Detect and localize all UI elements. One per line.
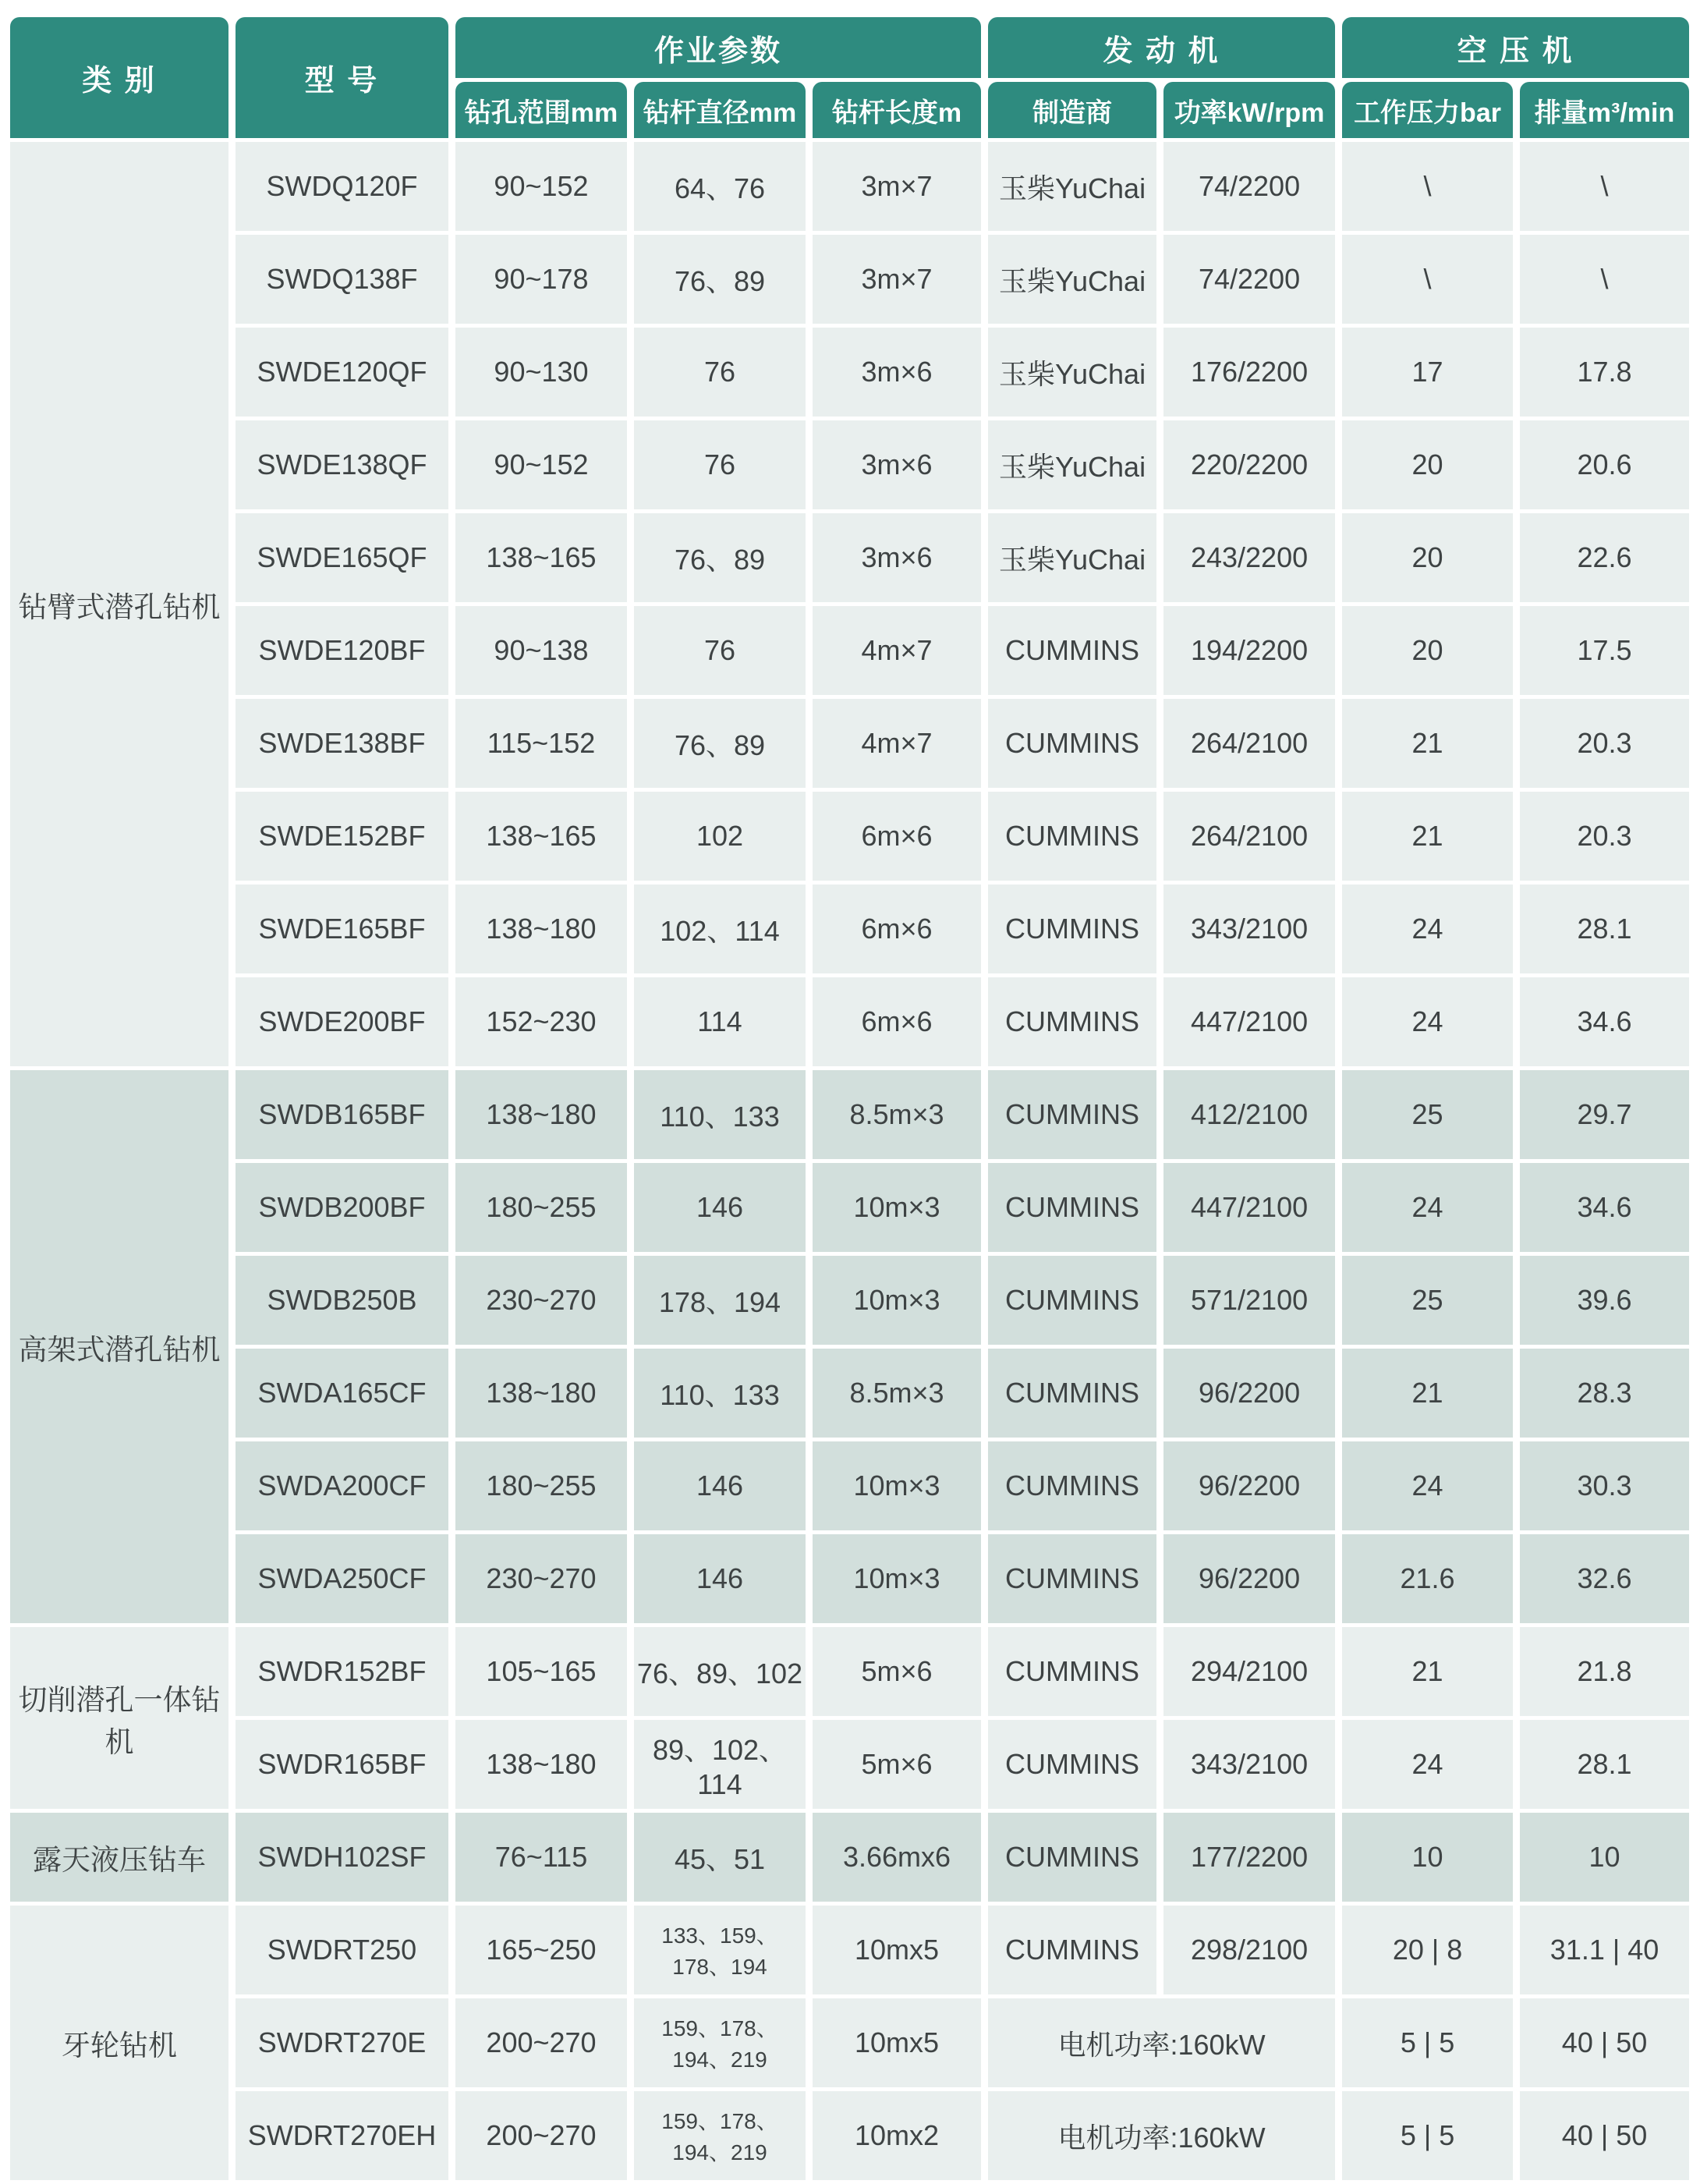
header-pressure: 工作压力bar bbox=[1342, 82, 1513, 138]
cell-power: 220/2200 bbox=[1163, 420, 1335, 509]
cell-pressure: 20 bbox=[1342, 420, 1513, 509]
cell-model: SWDA250CF bbox=[236, 1534, 448, 1623]
cell-range: 90~130 bbox=[455, 328, 627, 417]
cell-length: 10mx2 bbox=[813, 2091, 981, 2180]
cell-power: 243/2200 bbox=[1163, 513, 1335, 602]
cell-length: 10mx5 bbox=[813, 1906, 981, 1994]
cell-model: SWDA200CF bbox=[236, 1441, 448, 1530]
header-pipe-length: 钻杆长度m bbox=[813, 82, 981, 138]
spec-table bbox=[3, 13, 1696, 2184]
cell-diameter: 89、102、114 bbox=[634, 1720, 806, 1809]
cell-displacement: 39.6 bbox=[1520, 1256, 1689, 1345]
table-row bbox=[10, 1813, 1689, 1902]
cell-model: SWDRT270EH bbox=[236, 2091, 448, 2180]
table-row bbox=[10, 1256, 1689, 1345]
cell-power: 96/2200 bbox=[1163, 1534, 1335, 1623]
cell-manufacturer: 玉柴YuChai bbox=[988, 142, 1156, 231]
cell-length: 8.5m×3 bbox=[813, 1349, 981, 1438]
cell-power: 447/2100 bbox=[1163, 1163, 1335, 1252]
cell-engine-merged: 电机功率:160kW bbox=[988, 1998, 1335, 2087]
cell-manufacturer: 玉柴YuChai bbox=[988, 235, 1156, 324]
cell-manufacturer: CUMMINS bbox=[988, 1906, 1156, 1994]
cell-range: 138~180 bbox=[455, 1070, 627, 1159]
cell-length: 3m×6 bbox=[813, 420, 981, 509]
cell-diameter: 159、178、194、219 bbox=[634, 2091, 806, 2180]
cell-displacement: 20.3 bbox=[1520, 699, 1689, 788]
cell-diameter: 64、76 bbox=[634, 142, 806, 231]
cell-manufacturer: CUMMINS bbox=[988, 885, 1156, 973]
header-category: 类 别 bbox=[10, 17, 228, 138]
cell-power: 264/2100 bbox=[1163, 699, 1335, 788]
cell-power: 343/2100 bbox=[1163, 885, 1335, 973]
cell-pressure: 24 bbox=[1342, 1720, 1513, 1809]
cell-diameter: 110、133 bbox=[634, 1070, 806, 1159]
cell-displacement: 10 bbox=[1520, 1813, 1689, 1902]
cell-pressure: 24 bbox=[1342, 885, 1513, 973]
cell-pressure: 20 bbox=[1342, 513, 1513, 602]
category-cell: 露天液压钻车 bbox=[10, 1813, 228, 1902]
header-power: 功率kW/rpm bbox=[1163, 82, 1335, 138]
cell-diameter: 114 bbox=[634, 977, 806, 1066]
cell-model: SWDR165BF bbox=[236, 1720, 448, 1809]
table-row bbox=[10, 1998, 1689, 2087]
cell-diameter: 76 bbox=[634, 420, 806, 509]
cell-model: SWDRT250 bbox=[236, 1906, 448, 1994]
cell-diameter: 146 bbox=[634, 1441, 806, 1530]
table-row bbox=[10, 1070, 1689, 1159]
category-cell: 钻臂式潜孔钻机 bbox=[10, 142, 228, 1066]
cell-range: 90~152 bbox=[455, 142, 627, 231]
cell-manufacturer: CUMMINS bbox=[988, 699, 1156, 788]
cell-power: 447/2100 bbox=[1163, 977, 1335, 1066]
header-group-compressor: 空 压 机 bbox=[1342, 17, 1689, 78]
cell-range: 180~255 bbox=[455, 1441, 627, 1530]
cell-diameter: 133、159、178、194 bbox=[634, 1906, 806, 1994]
cell-manufacturer: CUMMINS bbox=[988, 606, 1156, 695]
cell-model: SWDQ138F bbox=[236, 235, 448, 324]
cell-power: 298/2100 bbox=[1163, 1906, 1335, 1994]
table-row bbox=[10, 1441, 1689, 1530]
cell-range: 200~270 bbox=[455, 1998, 627, 2087]
cell-pressure: 17 bbox=[1342, 328, 1513, 417]
cell-manufacturer: CUMMINS bbox=[988, 1070, 1156, 1159]
cell-pressure: 25 bbox=[1342, 1070, 1513, 1159]
cell-displacement: 17.5 bbox=[1520, 606, 1689, 695]
cell-range: 152~230 bbox=[455, 977, 627, 1066]
table-row bbox=[10, 792, 1689, 881]
cell-displacement: 20.3 bbox=[1520, 792, 1689, 881]
cell-diameter: 76、89、102 bbox=[634, 1627, 806, 1716]
cell-model: SWDE138QF bbox=[236, 420, 448, 509]
cell-pressure: 21.6 bbox=[1342, 1534, 1513, 1623]
category-cell: 切削潜孔一体钻机 bbox=[10, 1627, 228, 1809]
cell-power: 294/2100 bbox=[1163, 1627, 1335, 1716]
table-row bbox=[10, 1906, 1689, 1994]
cell-displacement: 21.8 bbox=[1520, 1627, 1689, 1716]
cell-range: 230~270 bbox=[455, 1256, 627, 1345]
cell-range: 138~180 bbox=[455, 885, 627, 973]
cell-length: 6m×6 bbox=[813, 885, 981, 973]
cell-model: SWDB250B bbox=[236, 1256, 448, 1345]
cell-displacement: 28.1 bbox=[1520, 885, 1689, 973]
cell-model: SWDB200BF bbox=[236, 1163, 448, 1252]
cell-manufacturer: CUMMINS bbox=[988, 1813, 1156, 1902]
cell-range: 138~165 bbox=[455, 513, 627, 602]
cell-pressure: \ bbox=[1342, 235, 1513, 324]
cell-displacement: 22.6 bbox=[1520, 513, 1689, 602]
cell-range: 138~180 bbox=[455, 1349, 627, 1438]
cell-length: 5m×6 bbox=[813, 1720, 981, 1809]
cell-manufacturer: CUMMINS bbox=[988, 1627, 1156, 1716]
cell-displacement: 28.3 bbox=[1520, 1349, 1689, 1438]
cell-displacement: 40 | 50 bbox=[1520, 1998, 1689, 2087]
table-row bbox=[10, 1163, 1689, 1252]
cell-displacement: 29.7 bbox=[1520, 1070, 1689, 1159]
cell-diameter: 76 bbox=[634, 606, 806, 695]
cell-displacement: 28.1 bbox=[1520, 1720, 1689, 1809]
cell-model: SWDA165CF bbox=[236, 1349, 448, 1438]
cell-manufacturer: CUMMINS bbox=[988, 1720, 1156, 1809]
cell-displacement: 34.6 bbox=[1520, 977, 1689, 1066]
cell-length: 3m×6 bbox=[813, 513, 981, 602]
cell-displacement: 31.1 | 40 bbox=[1520, 1906, 1689, 1994]
table-row bbox=[10, 977, 1689, 1066]
cell-length: 10mx5 bbox=[813, 1998, 981, 2087]
table-row bbox=[10, 1349, 1689, 1438]
cell-engine-merged: 电机功率:160kW bbox=[988, 2091, 1335, 2180]
cell-diameter: 110、133 bbox=[634, 1349, 806, 1438]
cell-power: 571/2100 bbox=[1163, 1256, 1335, 1345]
cell-model: SWDQ120F bbox=[236, 142, 448, 231]
table-row bbox=[10, 2091, 1689, 2180]
cell-model: SWDE165BF bbox=[236, 885, 448, 973]
cell-pressure: 24 bbox=[1342, 1163, 1513, 1252]
cell-pressure: \ bbox=[1342, 142, 1513, 231]
cell-pressure: 10 bbox=[1342, 1813, 1513, 1902]
cell-manufacturer: 玉柴YuChai bbox=[988, 328, 1156, 417]
cell-displacement: 40 | 50 bbox=[1520, 2091, 1689, 2180]
cell-diameter: 102、114 bbox=[634, 885, 806, 973]
cell-model: SWDE152BF bbox=[236, 792, 448, 881]
cell-range: 138~180 bbox=[455, 1720, 627, 1809]
cell-pressure: 20 | 8 bbox=[1342, 1906, 1513, 1994]
cell-pressure: 21 bbox=[1342, 1627, 1513, 1716]
cell-diameter: 146 bbox=[634, 1163, 806, 1252]
cell-length: 6m×6 bbox=[813, 792, 981, 881]
cell-range: 165~250 bbox=[455, 1906, 627, 1994]
header-displacement: 排量m³/min bbox=[1520, 82, 1689, 138]
table-row bbox=[10, 1627, 1689, 1716]
category-cell: 高架式潜孔钻机 bbox=[10, 1070, 228, 1623]
cell-length: 3m×7 bbox=[813, 235, 981, 324]
table-row bbox=[10, 699, 1689, 788]
cell-manufacturer: CUMMINS bbox=[988, 1441, 1156, 1530]
cell-length: 5m×6 bbox=[813, 1627, 981, 1716]
cell-range: 115~152 bbox=[455, 699, 627, 788]
cell-length: 3m×6 bbox=[813, 328, 981, 417]
table-row bbox=[10, 1720, 1689, 1809]
cell-power: 96/2200 bbox=[1163, 1441, 1335, 1530]
cell-model: SWDB165BF bbox=[236, 1070, 448, 1159]
cell-length: 3m×7 bbox=[813, 142, 981, 231]
cell-model: SWDE120QF bbox=[236, 328, 448, 417]
cell-manufacturer: CUMMINS bbox=[988, 792, 1156, 881]
cell-model: SWDE138BF bbox=[236, 699, 448, 788]
cell-manufacturer: 玉柴YuChai bbox=[988, 420, 1156, 509]
cell-manufacturer: CUMMINS bbox=[988, 1349, 1156, 1438]
header-model: 型 号 bbox=[236, 17, 448, 138]
cell-displacement: 30.3 bbox=[1520, 1441, 1689, 1530]
cell-length: 4m×7 bbox=[813, 606, 981, 695]
cell-model: SWDRT270E bbox=[236, 1998, 448, 2087]
cell-power: 412/2100 bbox=[1163, 1070, 1335, 1159]
table-row bbox=[10, 328, 1689, 417]
cell-pressure: 20 bbox=[1342, 606, 1513, 695]
cell-power: 264/2100 bbox=[1163, 792, 1335, 881]
cell-diameter: 76、89 bbox=[634, 513, 806, 602]
cell-diameter: 76、89 bbox=[634, 235, 806, 324]
table-row bbox=[10, 513, 1689, 602]
cell-power: 74/2200 bbox=[1163, 235, 1335, 324]
cell-pressure: 21 bbox=[1342, 699, 1513, 788]
cell-model: SWDR152BF bbox=[236, 1627, 448, 1716]
cell-power: 177/2200 bbox=[1163, 1813, 1335, 1902]
header-group-params: 作业参数 bbox=[455, 17, 981, 78]
cell-displacement: 34.6 bbox=[1520, 1163, 1689, 1252]
cell-length: 10m×3 bbox=[813, 1256, 981, 1345]
cell-length: 10m×3 bbox=[813, 1534, 981, 1623]
cell-displacement: \ bbox=[1520, 235, 1689, 324]
cell-displacement: 20.6 bbox=[1520, 420, 1689, 509]
table-row bbox=[10, 606, 1689, 695]
cell-manufacturer: CUMMINS bbox=[988, 1256, 1156, 1345]
cell-manufacturer: CUMMINS bbox=[988, 1534, 1156, 1623]
cell-power: 96/2200 bbox=[1163, 1349, 1335, 1438]
cell-diameter: 45、51 bbox=[634, 1813, 806, 1902]
table-row bbox=[10, 420, 1689, 509]
cell-manufacturer: 玉柴YuChai bbox=[988, 513, 1156, 602]
header-hole-range: 钻孔范围mm bbox=[455, 82, 627, 138]
cell-length: 3.66mx6 bbox=[813, 1813, 981, 1902]
cell-model: SWDE200BF bbox=[236, 977, 448, 1066]
cell-diameter: 76、89 bbox=[634, 699, 806, 788]
cell-range: 180~255 bbox=[455, 1163, 627, 1252]
cell-pressure: 21 bbox=[1342, 1349, 1513, 1438]
cell-range: 76~115 bbox=[455, 1813, 627, 1902]
cell-manufacturer: CUMMINS bbox=[988, 1163, 1156, 1252]
header-pipe-diameter: 钻杆直径mm bbox=[634, 82, 806, 138]
cell-range: 90~138 bbox=[455, 606, 627, 695]
cell-length: 8.5m×3 bbox=[813, 1070, 981, 1159]
cell-pressure: 24 bbox=[1342, 977, 1513, 1066]
cell-range: 138~165 bbox=[455, 792, 627, 881]
cell-power: 343/2100 bbox=[1163, 1720, 1335, 1809]
cell-range: 90~178 bbox=[455, 235, 627, 324]
cell-diameter: 146 bbox=[634, 1534, 806, 1623]
cell-power: 194/2200 bbox=[1163, 606, 1335, 695]
cell-diameter: 178、194 bbox=[634, 1256, 806, 1345]
cell-diameter: 76 bbox=[634, 328, 806, 417]
table-row bbox=[10, 235, 1689, 324]
cell-model: SWDH102SF bbox=[236, 1813, 448, 1902]
cell-pressure: 21 bbox=[1342, 792, 1513, 881]
cell-range: 200~270 bbox=[455, 2091, 627, 2180]
category-cell: 牙轮钻机 bbox=[10, 1906, 228, 2180]
table-row bbox=[10, 142, 1689, 231]
cell-diameter: 159、178、194、219 bbox=[634, 1998, 806, 2087]
cell-power: 74/2200 bbox=[1163, 142, 1335, 231]
cell-displacement: \ bbox=[1520, 142, 1689, 231]
cell-range: 105~165 bbox=[455, 1627, 627, 1716]
cell-pressure: 25 bbox=[1342, 1256, 1513, 1345]
cell-pressure: 5 | 5 bbox=[1342, 1998, 1513, 2087]
cell-manufacturer: CUMMINS bbox=[988, 977, 1156, 1066]
cell-pressure: 24 bbox=[1342, 1441, 1513, 1530]
cell-length: 10m×3 bbox=[813, 1441, 981, 1530]
cell-power: 176/2200 bbox=[1163, 328, 1335, 417]
cell-range: 90~152 bbox=[455, 420, 627, 509]
cell-displacement: 17.8 bbox=[1520, 328, 1689, 417]
cell-length: 4m×7 bbox=[813, 699, 981, 788]
table-row bbox=[10, 1534, 1689, 1623]
cell-model: SWDE120BF bbox=[236, 606, 448, 695]
cell-length: 10m×3 bbox=[813, 1163, 981, 1252]
cell-diameter: 102 bbox=[634, 792, 806, 881]
header-manufacturer: 制造商 bbox=[988, 82, 1156, 138]
header-group-engine: 发 动 机 bbox=[988, 17, 1335, 78]
cell-model: SWDE165QF bbox=[236, 513, 448, 602]
table-row bbox=[10, 885, 1689, 973]
cell-range: 230~270 bbox=[455, 1534, 627, 1623]
cell-displacement: 32.6 bbox=[1520, 1534, 1689, 1623]
cell-length: 6m×6 bbox=[813, 977, 981, 1066]
cell-pressure: 5 | 5 bbox=[1342, 2091, 1513, 2180]
